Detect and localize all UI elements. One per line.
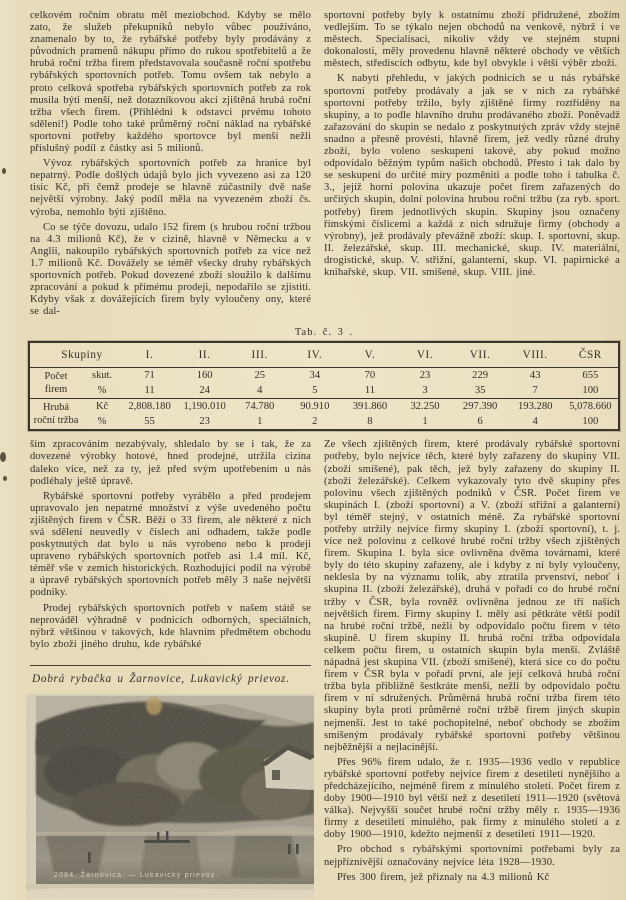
table-cell: 297.390 (453, 399, 508, 415)
table-row (29, 399, 619, 415)
table-cell: 100 (582, 385, 599, 397)
table-header-cell: V. (364, 349, 376, 362)
table-cell: 90.910 (287, 399, 342, 415)
paragraph: Prodej rybářských sportovních potřeb v našem státě se neprováděl výhradně v podnicích odborných, speciálních, nýbrž většinou v takových, kde hlavním předmětem obchodu bylo zboží jiného druhu, kde rybářské (30, 602, 311, 650)
table-cell: 11 (364, 385, 376, 397)
table-cell: 70 (342, 368, 397, 384)
unit-cell: skut. (82, 368, 122, 384)
right-column-bottom (324, 439, 620, 899)
scan-speck (0, 452, 6, 462)
photo-inner-caption: 2084. Žarnovica. — Lukavický prievoz. (54, 871, 219, 879)
table-cell: 100 (582, 416, 599, 428)
table-cell: 229 (453, 368, 508, 384)
table-header-skupiny: Skupiny (61, 349, 103, 362)
table-cell: 43 (508, 368, 563, 384)
table-cell: 55 (144, 416, 155, 428)
table-cell: 8 (367, 416, 373, 428)
scan-speck (3, 476, 7, 481)
table-caption: Tab. č. 3 . (294, 327, 354, 339)
table-cell: 391.860 (342, 399, 397, 415)
table-row (29, 383, 619, 399)
table-header-cell: VII. (469, 349, 491, 362)
table-cell: 35 (474, 385, 486, 397)
top-text-section (30, 10, 620, 321)
table-row (29, 368, 619, 384)
scan-speck (2, 168, 6, 174)
table-cell: 5,078.660 (563, 399, 619, 415)
table-cell: 2 (312, 416, 318, 428)
table-cell: 4 (532, 416, 538, 428)
photo-caption: Dobrá rybačka u Žarnovice, Lukavický prievoz. (32, 672, 290, 685)
paragraph: Co se týče dovozu, udalo 152 firem (s hrubou roční tržbou na 4.3 milionů Kč), že v cizině, hlavně v Německu a v Anglii, nakoupilo rybářských sportovních potřeb za více než 1.7 milionů Kč. Dovážely se téměř všecky druhy rybářských sportovních potřeb. Pokud dovezené zboží sloužilo k dalšímu zpracování a pokud k přímému prodeji, nepodařilo se zjistiti. Kdyby však z dovážejících firem byly vyloučeny ony, které se dal- (30, 221, 311, 318)
table-cell: 193.280 (508, 399, 563, 415)
table-cell: 24 (199, 385, 210, 397)
paragraph: celkovém ročním obratu měl meziobchod. Kdyby se mělo zato, že služeb překupníků nebylo vůbec používáno, znamenalo by to, že rybářské potřeby byly prodávány z původních pramenů nákupu přímo do rukou spotřebitelů a že hrubá roční tržba firem představovala současně roční spotřebu rybářských sportovních potřeb. Tomu ovšem tak nebylo a proto celková spotřeba rybářských sportovních potřeb za rok musila býti menší, než dotazníkovou akcí zjištěná hrubá roční tržba všech firem. (Přihlédni k odstavci prvému tohoto sdělení!) Podle toho také průměrný roční náklad na rybářské sportovní potřeby každého sportovce byl menší nežli příslušný podíl z částky asi 5 milionů. (30, 10, 311, 155)
bottom-text-section (30, 439, 620, 899)
table-header-cell: I. (145, 349, 154, 362)
left-column-top (30, 10, 311, 321)
paragraph: Pro obchod s rybářskými sportovními potřebami byly za nejpříznivější označovány nejvíce léta 1928—1930. (324, 844, 620, 868)
photo-postcard (26, 694, 314, 899)
unit-cell: Kč (82, 399, 122, 415)
paragraph: Ze všech zjištěných firem, které prodávaly rybářské sportovní potřeby, bylo nejvíce těch, které byly zařazeny do skupiny VII. (zboží smíšené), pak těch, jež byly zařazeny do skupiny II. (zboží železářské). Celkem vykazovaly tyto dvě skupiny přes polovinu všech zjištěných podniků v ČSR. Počet firem ve skupinách I. (zboží sportovní) a V. (zboží střižní a galanterní) byl téměř stejný, v ostatních méně. Za rybářské sportovní potřeby utržily nejvíce firmy skupiny I. (zboží sportovní), t. j. více než polovinu z celkové hrubé roční tržby všech zjištěných firem. Skupina I. byla sice ovlivněna dvěma továrnami, které byly do této skupiny zařazeny, ale i kdyby z ní byly vyloučeny, neklesla by na významu tolik, aby ztratila prvenství, neboť i skupina II. (zboží železářské), druhá v pořadí co do hrubé roční tržby v ČSR, byla rovněž ovlivněna jednou ze tří našich největších firem. Firmy skupiny I. měly asi pětkráte větší podíl na hrubé roční tržbě, nežli by odpovídalo počtu firem v této skupině. U firem skupiny II. hrubá roční tržba odpovídala celkem počtu firem, u ostatních skupin byla menší. Zvláště nápadná jest skupina VII. (zboží smíšené), která sice co do počtu firem v ČSR byla v pořadí první, ale její celková hrubá roční tržba byla přibližně šestkráte menší, nežli by odpovídalo počtu firem v ní sdružených. Průměrná hrubá roční tržba firem této skupiny byla proti průměrné roční tržbě firem jiných skupin nejmenší. Jest to také pochopitelné, neboť obchody se zbožím smíšeným prodávaly rybářské sportovní potřeby většinou nejběžnější a nejlacinější. (324, 439, 620, 753)
table-header-cell: III. (251, 349, 268, 362)
unit-cell: % (97, 385, 107, 397)
table-cell: 23 (397, 368, 452, 384)
table-header-cell: IV. (307, 349, 323, 362)
table-row (29, 414, 619, 430)
table-cell: 25 (232, 368, 287, 384)
table-cell: 160 (177, 368, 232, 384)
paragraph: sportovní potřeby byly k ostatnímu zboží přidružené, zbožím vedlejším. To se týkalo nejen obchodů na venkově, nýbrž i ve městech. Specialisaci, nikoliv vždy ve stejném stupni dokonalosti, měly provedenu hlavně některé obchody ve větších městech, střediscích odbytu, kde byl obvykle i větší výběr zboží. (324, 10, 620, 70)
right-column-top (324, 10, 620, 321)
table-cell: 34 (287, 368, 342, 384)
table-cell: 71 (122, 368, 177, 384)
table-header-cell: ČSR (578, 349, 602, 362)
table-cell: 4 (257, 385, 263, 397)
table-header-row (29, 342, 619, 368)
paragraph: ším zpracováním nezabývaly, shledalo by se i tak, že za dovezené výrobky hotové, hned prodejné, utržila cizina daleko více, než za ty, jež před svým upotřebením u nás podléhaly ještě úpravě. (30, 439, 311, 487)
table-cell: 6 (477, 416, 483, 428)
table-cell: 74.780 (232, 399, 287, 415)
table-header-cell: II. (198, 349, 211, 362)
table-cell: 1 (257, 416, 263, 428)
paragraph: Vývoz rybářských sportovních potřeb za hranice byl nepatrný. Podle došlých údajů bylo jich vyvezeno asi za 120 tisíc Kč, při čemž prodeje se hlavně zúčastnily dvě naše největší výrobny. Jaký podíl měla na vyvezeném zboží čs. výroba, nemohlo býti zjištěno. (30, 158, 311, 218)
table-cell: 23 (199, 416, 210, 428)
table-cell: 1 (422, 416, 428, 428)
table-cell: 3 (422, 385, 428, 397)
table-cell: 32.250 (397, 399, 452, 415)
row-label-hruba-rocni-trzba: Hrubá roční tržba (29, 399, 82, 431)
table-header-cell: VIII. (522, 349, 548, 362)
paragraph: Přes 96% firem udalo, že r. 1935—1936 vedlo v republice rybářské sportovní potřeby nejvíce firem z desetiletí nynějšího a předcházejícího, nejméně firem z minulého století. Počet firem z doby 1900—1910 byl větší než z desetiletí 1911—1920 (světová válka). Nejvyšší součet hrubé roční tržby měly r. 1935—1936 firmy z desetiletí minulého, pak firmy z minulého století a z doby 1900—1910, kdežto nejmenší z desetiletí 1911—1920. (324, 756, 620, 841)
table-cell: 655 (563, 368, 619, 384)
left-column-bottom (30, 439, 311, 899)
table-block (28, 327, 620, 431)
row-label-pocet-firem: Počet firem (29, 368, 82, 399)
caption-divider (30, 665, 311, 666)
table-header-cell: VI. (416, 349, 434, 362)
paragraph: Rybářské sportovní potřeby vyrábělo a před prodejem upravovalo jen nepatrné množství z výše uvedeného počtu zjištěných firem v ČSR. Běží o 33 firem, ale některé z nich svá sdělení neuvedly v číslech ani odhadem, takže podle poskytnutých dat bylo u nás vyrobeno nebo k prodeji upraveno rybářských sportovních potřeb asi 1.4 mil. Kč, téměř vše v zemích historických. Rozhodující podíl na výrobě a úpravě rybářských sportovních potřeb měly 3 naše největší podniky. (30, 490, 311, 599)
table-cell: 5 (312, 385, 318, 397)
paragraph: Přes 300 firem, jež přiznaly na 4.3 milionů Kč (337, 871, 550, 883)
table-cell: 7 (532, 385, 538, 397)
table-cell: 1,190.010 (177, 399, 232, 415)
river-landscape-photo (26, 694, 314, 899)
statistics-table (28, 341, 620, 431)
paragraph: K nabytí přehledu, v jakých podnicích se u nás rybářské sportovní potřeby prodávaly a jak se v nich za rybářské sportovní potřeby tržilo, byly zjištěné firmy roztříděny na skupiny, a to podle hlavního druhu prodávaného zboží. Poněvadž zařazování do skupin se nedalo z poskytnutých zpráv vždy stejně snadno a přesně provésti, hlavně firem, jež vedly různé druhy zboží, bylo voleno seskupení takové, aby pokud možno odpovídalo běžným typům našich obchodů. Přesto i tak dalo by se seskupení do určité míry pozměniti a podle toho i tabulka č. 3., jejíž horní polovina ukazuje počet firem zařazených do určitých skupin, dolní polovina hrubou roční tržbu (za ryb. sport. potřeby) firem jednotlivých skupin. Skupiny jsou označeny římskými číslicemi a každá z nich sdružuje firmy (obchody a výrobny), jež prodávaly převážně zboží: skup. I. sportovní, skup. II. železářské, skup. III. mechanické, skup. IV. materiální, drogistické, skup. V. střižní, galanterní, skup. VI. papírnické a knihařské, skup. VII. smíšené, skup. VIII. jiné. (324, 73, 620, 278)
table-cell: 2,808.180 (122, 399, 177, 415)
table-cell: 11 (144, 385, 155, 397)
unit-cell: % (97, 416, 107, 428)
